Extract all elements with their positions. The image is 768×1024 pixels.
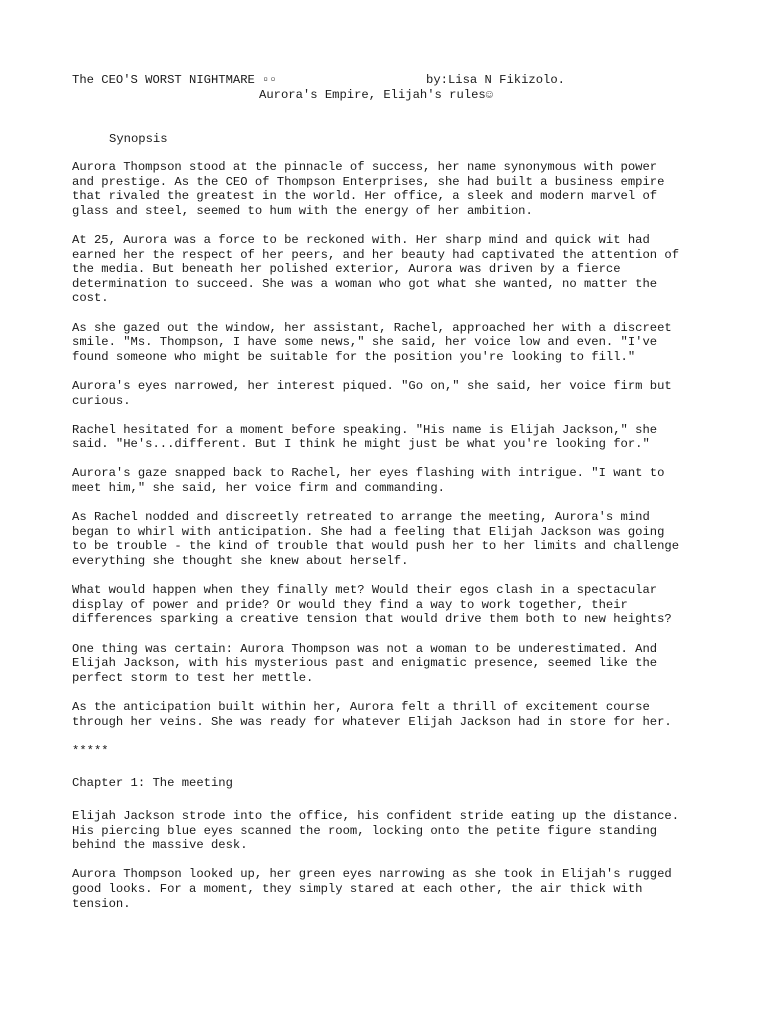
paragraph: As she gazed out the window, her assistant, Rachel, approached her with a discreet smile. "Ms. Thompson, I have some news," she said, her voice low and even. "I've found someone who might be suitable for the position you're looking to fill." [72,320,672,364]
paragraph: What would happen when they finally met? Would their egos clash in a spectacular display of power and pride? Or would they find a way to work together, their differences sparking a creative tension that would drive them both to new heights? [72,583,672,627]
paragraph: Elijah Jackson strode into the office, his confident stride eating up the distance. His piercing blue eyes scanned the room, locking onto the petite figure standing behind the massive desk. [72,808,680,853]
paragraph: Aurora's gaze snapped back to Rachel, her eyes flashing with intrigue. "I want to meet him," she said, her voice firm and commanding. [72,466,665,496]
paragraph: At 25, Aurora was a force to be reckoned with. Her sharp mind and quick wit had earned her the respect of her peers, and her beauty had captivated the attention of the media. But beneath her polished exterior, Aurora was driven by a fierce determination to succeed. She was a woman who got what she wanted, no matter the cost. [72,232,680,306]
paragraph: One thing was certain: Aurora Thompson was not a woman to be underestimated. And Elijah Jackson, with his mysterious past and enigmatic presence, seemed like the perfect storm to test her mettle. [72,641,658,685]
chapter-heading: Chapter 1: The meeting [72,776,233,791]
synopsis-heading: Synopsis [109,132,168,146]
paragraph: As Rachel nodded and discreetly retreated to arrange the meeting, Aurora's mind began to whirl with anticipation. She had a feeling that Elijah Jackson was going to be trouble - the kind of trouble that would push her to her limits and challenge everything she thought she knew about herself. [72,510,680,569]
paragraph: Aurora Thompson stood at the pinnacle of success, her name synonymous with power and prestige. As the CEO of Thompson Enterprises, she had built a business empire that rivaled the greatest in the world. Her office, a sleek and modern marvel of glass and steel, seemed to hum with the energy of her ambition. [72,160,665,218]
document-subtitle: Aurora's Empire, Elijah's rules☺ [259,88,494,102]
paragraph: Rachel hesitated for a moment before speaking. "His name is Elijah Jackson," she said. "He's...different. But I think he might just be what you're looking for." [72,422,658,452]
author-byline: by:Lisa N Fikizolo. [426,73,565,87]
paragraph: Aurora Thompson looked up, her green eyes narrowing as she took in Elijah's rugged good looks. For a moment, they simply stared at each other, the air thick with tension. [72,867,672,911]
paragraph: Aurora's eyes narrowed, her interest piqued. "Go on," she said, her voice firm but curious. [72,378,672,408]
section-separator: ***** [72,743,109,758]
document-title: The CEO'S WORST NIGHTMARE ▫▫ [72,73,277,87]
document-body [72,160,712,926]
paragraph: As the anticipation built within her, Aurora felt a thrill of excitement course through her veins. She was ready for whatever Elijah Jackson had in store for her. [72,699,672,729]
